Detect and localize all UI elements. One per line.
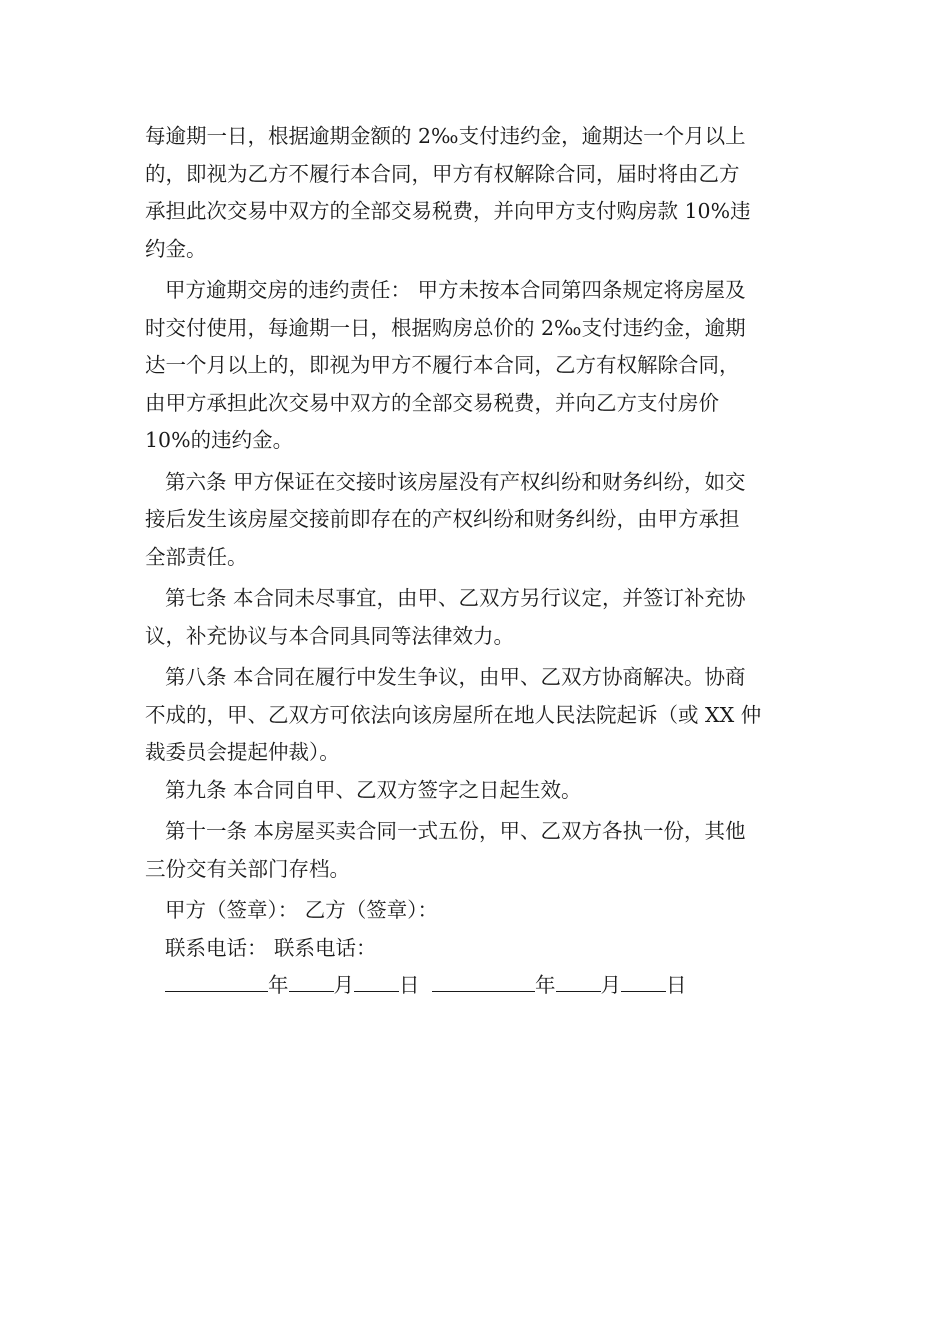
month-label: 月 [600,973,622,997]
text-line: 第七条 本合同未尽事宜，由甲、乙双方另行议定，并签订补充协 [165,586,746,610]
text-line: 达一个月以上的，即视为甲方不履行本合同，乙方有权解除合同， [145,353,740,377]
text-line: 议，补充协议与本合同具同等法律效力。 [145,623,514,648]
text-line: 第八条 本合同在履行中发生争议，由甲、乙双方协商解决。协商 [165,665,746,689]
text-line: 第六条 甲方保证在交接时该房屋没有产权纠纷和财务纠纷，如交 [165,469,746,494]
text-line: 每逾期一日，根据逾期金额的 2‰支付违约金，逾期达一个月以上 [145,124,746,148]
year-blank [432,969,535,992]
text-line: 的，即视为乙方不履行本合同，甲方有权解除合同，届时将由乙方 [145,161,740,186]
contact-phone-line: 联系电话： 联系电话： [165,935,377,960]
text-line: 时交付使用，每逾期一日，根据购房总价的 2‰支付违约金，逾期 [145,315,746,340]
paragraph-penalty-seller [145,272,810,460]
paragraph-article-11 [145,813,810,888]
document-body [145,118,810,1005]
paragraph-article-8 [145,659,810,772]
paragraph-article-6 [145,464,810,577]
text-line: 全部责任。 [145,544,248,569]
text-line: 约金。 [145,236,207,261]
text-line: 甲方逾期交房的违约责任： 甲方未按本合同第四条规定将房屋及 [165,278,746,302]
signature-parties-line: 甲方（签章）： 乙方（签章）： [165,898,439,922]
year-label: 年 [535,973,556,997]
month-label: 月 [333,973,354,997]
text-line: 10%的违约金。 [145,428,294,452]
paragraph-article-7 [145,580,810,655]
text-line: 不成的，甲、乙双方可依法向该房屋所在地人民法院起诉（或 XX 仲 [145,702,762,727]
text-line: 由甲方承担此次交易中双方的全部交易税费，并向乙方支付房价 [145,390,719,415]
date-line [145,967,810,1005]
day-label: 日 [399,973,420,997]
month-blank [289,969,334,992]
year-label: 年 [268,973,289,997]
text-line: 第十一条 本房屋买卖合同一式五份，甲、乙双方各执一份，其他 [165,819,746,843]
day-blank [354,969,399,992]
paragraph-article-9 [145,772,810,810]
day-blank [621,969,666,992]
day-label: 日 [666,973,687,997]
text-line: 承担此次交易中双方的全部交易税费，并向甲方支付购房款 10%违 [145,199,751,223]
text-line: 接后发生该房屋交接前即存在的产权纠纷和财务纠纷，由甲方承担 [145,507,740,531]
text-line: 第九条 本合同自甲、乙双方签字之日起生效。 [165,777,582,802]
paragraph-penalty-buyer [145,118,810,268]
year-blank [165,969,268,992]
month-blank [556,969,601,992]
text-line: 三份交有关部门存档。 [145,856,350,881]
signature-block [145,892,810,1005]
text-line: 裁委员会提起仲裁）。 [145,740,340,764]
